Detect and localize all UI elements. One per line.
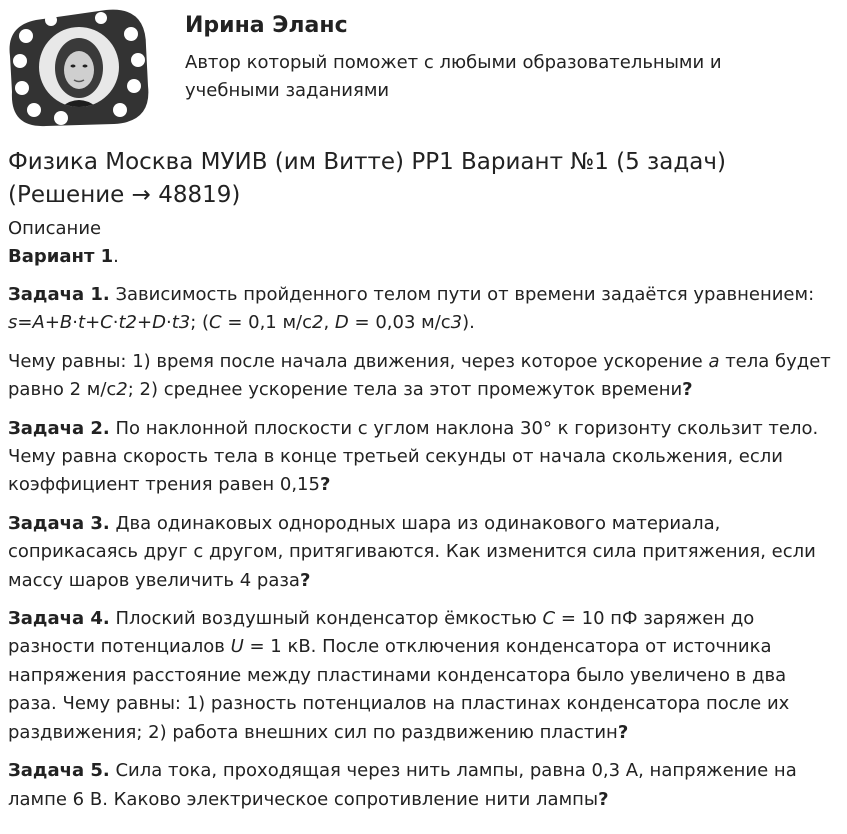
task-text: Зависимость пройденного телом пути от времени задаётся уравнением:: [109, 284, 815, 305]
task-text: ?: [617, 721, 629, 743]
author-name[interactable]: Ирина Эланс: [185, 13, 348, 38]
task-text: тела будет равно 2 м/с: [8, 350, 831, 401]
task-list: [8, 281, 840, 814]
task-text: t: [171, 312, 179, 334]
task-paragraph: [8, 281, 840, 338]
task-text: Чему равны: 1) время после начала движения, через которое ускорение: [8, 350, 709, 372]
task-text: Сила тока, проходящая через нить лампы, равна 0,3 А, напряжение на лампе 6 В. Каково электрическое сопротивление нити лампы: [8, 760, 797, 810]
task-label: Задача 5.: [8, 760, 110, 782]
task-text: a: [708, 350, 720, 372]
task-text: ; (: [190, 312, 210, 334]
task-text: = 1 кВ. После отключения конденсатора от источника напряжения расстояние между пластинами конденсатора было увеличено в два раза. Чему равны: 1) разность потенциалов на пластинах конденсатора после их раздвижения; 2) работа внешних сил по раздвижению пластин: [8, 636, 790, 743]
task-text: Плоский воздушный конденсатор ёмкостью: [109, 608, 543, 630]
task-text: = 0,1 м/с: [221, 312, 313, 334]
task-paragraph: [8, 757, 840, 814]
task-text: Два одинаковых однородных шара из одинакового материала, соприкасаясь друг с другом, притягиваются. Как изменится сила притяжения, если массу шаров увеличить 4 раза: [8, 512, 816, 591]
task-text: B: [59, 312, 73, 334]
task-text: 2: [125, 312, 137, 334]
task-text: t: [78, 312, 86, 334]
task-label: Задача 2.: [8, 417, 110, 439]
task-label: Задача 1.: [8, 284, 110, 305]
task-text: C: [100, 312, 113, 334]
task-text: ?: [299, 569, 311, 591]
task-text: =: [17, 312, 33, 334]
task-text: ,: [323, 312, 335, 334]
task-text: s: [8, 312, 18, 334]
task-text: = 10 пФ заряжен до разности потенциалов: [8, 608, 755, 658]
task-text: +: [136, 312, 153, 334]
variant-heading: [8, 243, 840, 271]
task-text: D: [334, 312, 349, 334]
author-card: [0, 0, 847, 135]
task-text: +: [44, 312, 60, 334]
task-text: +: [85, 312, 101, 334]
task-text: 3: [450, 312, 463, 334]
task-label: Задача 4.: [8, 608, 110, 630]
variant-suffix: .: [113, 246, 119, 267]
task-paragraph: [8, 605, 840, 747]
task-text: t: [118, 312, 126, 334]
task-paragraph: [8, 348, 840, 405]
task-text: U: [230, 636, 244, 658]
task-text: D: [152, 312, 166, 334]
page-title: Физика Москва МУИВ (им Витте) РР1 Вариант №1 (5 задач) (Решение → 48819): [8, 149, 726, 208]
task-paragraph: [8, 510, 840, 595]
task-text: C: [542, 608, 556, 630]
task-text: = 0,03 м/с: [348, 312, 451, 334]
variant-label: Вариант 1: [8, 246, 114, 267]
description-label: Описание: [8, 218, 102, 239]
task-text: ?: [682, 379, 693, 401]
task-text: ·: [112, 312, 119, 334]
document-content: [8, 146, 840, 814]
task-text: ; 2) среднее ускорение тела за этот промежуток времени: [127, 379, 683, 401]
task-label: Задача 3.: [8, 512, 110, 534]
task-paragraph: [8, 415, 840, 500]
task-text: A: [32, 312, 45, 334]
author-description: Автор который поможет с любыми образовательными и учебными заданиями: [185, 52, 722, 101]
task-text: По наклонной плоскости с углом наклона 30° к горизонту скользит тело. Чему равна скорость тела в конце третьей секунды от начала скольжения, если коэффициент трения равен 0,15: [8, 417, 819, 496]
task-text: ·: [72, 312, 78, 334]
author-photo-film-frame[interactable]: [6, 6, 152, 128]
task-text: ?: [319, 474, 331, 496]
task-text: 2: [312, 312, 324, 334]
task-text: 3: [178, 312, 191, 334]
task-text: C: [209, 312, 222, 334]
task-text: ·: [165, 312, 172, 334]
task-text: 2: [116, 379, 128, 401]
task-text: ?: [598, 788, 609, 810]
task-text: ).: [462, 312, 475, 334]
